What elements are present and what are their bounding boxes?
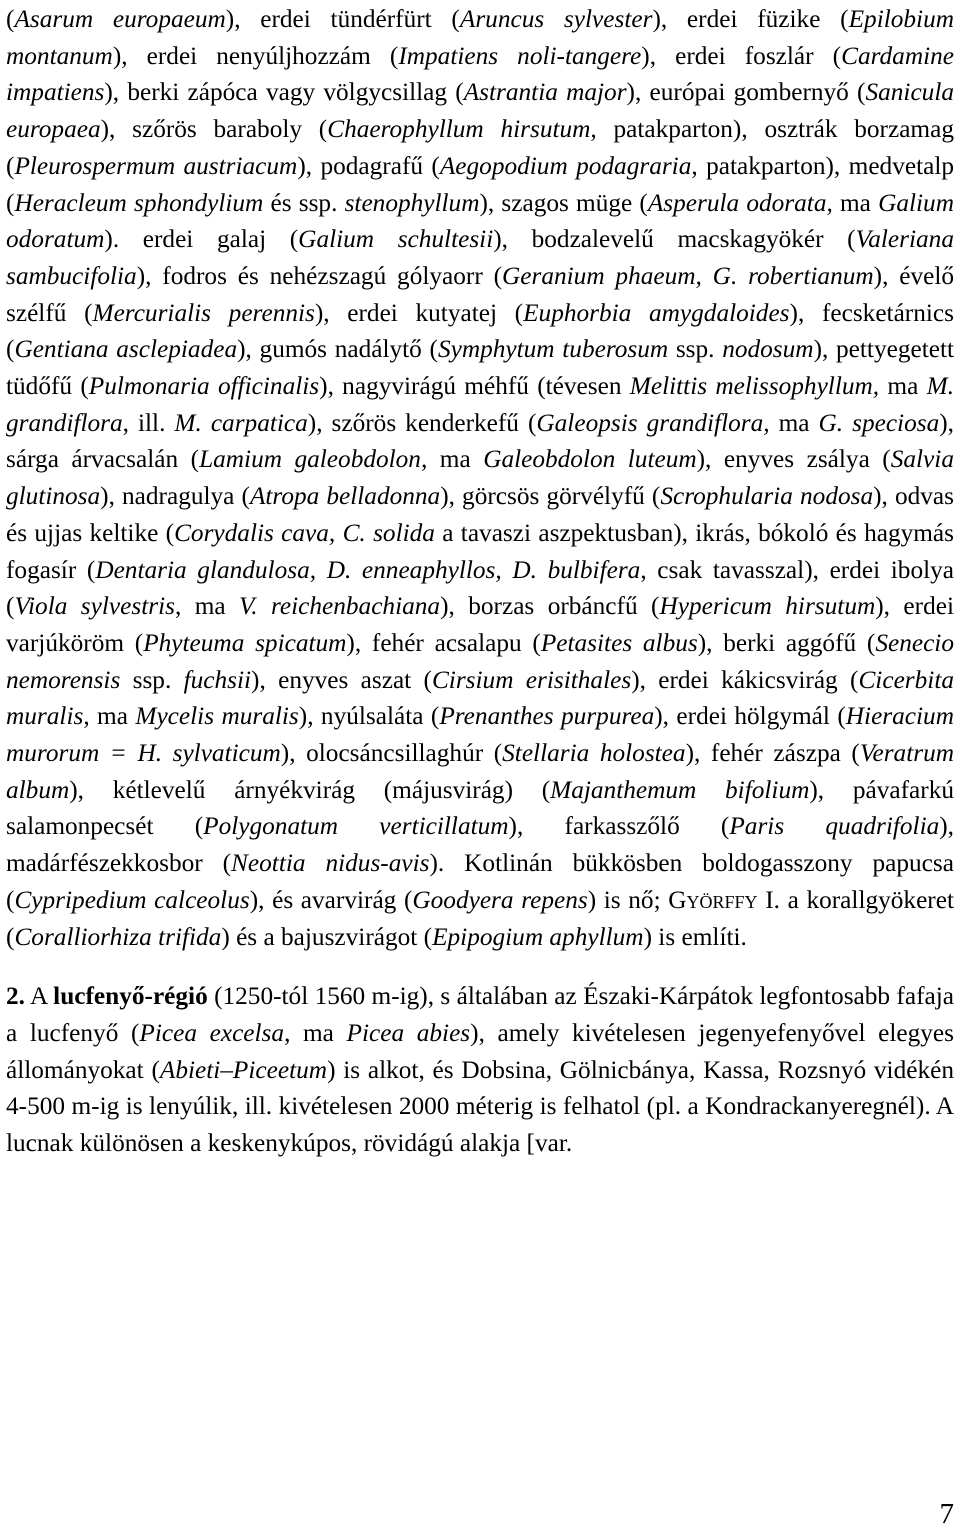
italic-text: Pulmonaria officinalis	[88, 372, 320, 401]
italic-text: Asarum europaeum	[14, 5, 226, 33]
italic-text: Coralliorhiza trifida	[14, 922, 222, 951]
text-run: ), erdei kákicsvirág (	[631, 665, 859, 694]
italic-text: Abieti–Piceetum	[159, 1055, 328, 1084]
text-run: ), borzas orbáncfű (	[440, 592, 660, 621]
text-run: ). Kotlinán bükkösben boldogasszony papucsa (	[6, 849, 954, 914]
italic-text: Lamium galeobdolon,	[199, 445, 428, 474]
text-run: ), sárga árvacsalán (	[6, 408, 954, 474]
text-run: , patakparton), medvetalp (	[6, 151, 955, 217]
italic-text: Chaerophyllum hirsutum,	[327, 115, 597, 144]
italic-text: Mycelis muralis	[135, 702, 299, 731]
text-run: ), enyves aszat (	[251, 665, 432, 694]
italic-text: Goodyera repens	[412, 885, 588, 914]
italic-text: Euphorbia amygdaloides	[523, 298, 790, 327]
text-run: ), berki aggófű (	[697, 628, 876, 657]
text-run: ), pettyegetett tüdőfű (	[6, 335, 955, 401]
italic-text: Galium schultesii	[298, 225, 494, 254]
italic-text: Geranium phaeum, G. robertianum	[502, 261, 874, 290]
text-run: ), erdei foszlár (	[641, 41, 842, 70]
text-run: ), farkasszőlő (	[508, 812, 730, 841]
italic-text: Cypripedium calceolus	[14, 885, 250, 914]
italic-text: G. speciosa	[818, 408, 940, 437]
italic-text: Cardamine impatiens	[6, 41, 954, 107]
text-run: ), fehér zászpa (	[685, 739, 860, 768]
text-run: ), évelő szélfű (	[6, 261, 954, 327]
text-run: ), nyúlsaláta (	[298, 702, 440, 731]
italic-text: Viola sylvestris	[14, 592, 175, 621]
italic-text: Symphytum tuberosum	[437, 335, 669, 364]
italic-text: V. reichenbachiana	[239, 592, 441, 621]
text-run: ), nagyvirágú méhfű (tévesen	[319, 372, 630, 401]
italic-text: Prenanthes purpurea	[439, 702, 655, 731]
italic-text: Galium odoratum	[6, 188, 954, 254]
text-run: ) is nő;	[587, 885, 669, 914]
paragraph-species-list	[6, 1, 954, 955]
italic-text: fuchsii	[183, 665, 252, 694]
text-run: ), erdei tündérfürt (	[225, 5, 460, 33]
text-run: ), erdei varjúköröm (	[6, 592, 954, 657]
text-run: ), pávafarkú salamonpecsét (	[6, 775, 954, 841]
italic-text: Atropa belladonna	[249, 482, 441, 511]
italic-text: Senecio nemorensis	[6, 628, 954, 694]
italic-text: Melittis melissophyllum,	[629, 372, 880, 401]
text-run: ), enyves zsálya (	[696, 445, 891, 474]
italic-text: Mercurialis perennis	[92, 298, 315, 327]
page-number: 7	[939, 1498, 954, 1530]
text-run: ), fodros és nehézszagú gólyaorr (	[136, 261, 503, 290]
text-run: ssp.	[668, 335, 723, 364]
text-run: ) is alkot, és Dobsina, Gölnicbánya, Kassa, Rozsnyó vidékén 4-500 m-ig is lenyúlik, ill. kivételesen 2000 méterig is felhatol (pl. a Kondrackanyeregnél). A lucnak különösen a keskenykúpos, rövidágú alakja [var.	[6, 1055, 954, 1158]
smallcaps-text: Györffy	[668, 885, 758, 914]
text-run: ), madárfészekkosbor (	[6, 812, 954, 878]
text-run: ), olocsáncsillaghúr (	[280, 739, 503, 768]
italic-text: Paris quadrifolia	[729, 812, 940, 841]
italic-text: Epipogium aphyllum	[432, 922, 644, 951]
italic-text: stenophyllum	[344, 188, 480, 217]
paragraph-spruce-region	[6, 978, 954, 1162]
italic-text: Aegopodium podagraria	[439, 151, 692, 180]
italic-text: Corydalis cava, C. solida	[174, 518, 435, 547]
italic-text: Cicerbita muralis	[6, 665, 954, 731]
italic-text: M. grandiflora	[6, 372, 955, 437]
text-run: ), erdei kutyatej (	[314, 298, 524, 327]
text-run: ), erdei hölgymál (	[654, 702, 846, 731]
text-run: ), fecsketárnics (	[6, 298, 954, 364]
text-run: ), nadragulya (	[100, 482, 250, 511]
italic-text: Scrophularia nodosa	[660, 482, 874, 511]
italic-text: Gentiana asclepiadea	[14, 335, 238, 364]
italic-text: Cirsium erisithales	[431, 665, 632, 694]
italic-text: Heracleum sphondylium	[14, 188, 264, 217]
text-run: és ssp.	[263, 188, 345, 217]
italic-text: Impatiens noli-tangere	[398, 41, 642, 70]
italic-text: nodosum	[722, 335, 814, 364]
text-run: ma	[832, 188, 879, 217]
text-run: , ill.	[122, 408, 175, 437]
text-run: ), berki zápóca vagy völgycsillag (	[104, 78, 464, 107]
italic-text: Neottia nidus-avis	[231, 849, 430, 878]
bold-text: 2.	[6, 982, 25, 1011]
italic-text: M. carpatica	[174, 408, 308, 437]
bold-text: lucfenyő-régió	[53, 982, 208, 1011]
text-run: A	[24, 982, 54, 1011]
italic-text: Aruncus sylvester	[459, 5, 653, 33]
text-run: ), görcsös görvélyfű (	[440, 482, 661, 511]
italic-text: Petasites albus	[540, 628, 698, 657]
text-run: ), fehér acsalapu (	[346, 628, 541, 657]
text-run: ), gumós nadálytő (	[237, 335, 438, 364]
text-run: ), podagrafű (	[297, 151, 440, 180]
text-run: ), szőrös baraboly (	[100, 115, 328, 144]
italic-text: Asperula odorata,	[647, 188, 833, 217]
italic-text: Dentaria glandulosa, D. enneaphyllos, D. bulbifera	[95, 555, 641, 584]
text-run: ), és avarvirág (	[249, 885, 413, 914]
text-run: I. a korallgyökeret (	[6, 885, 954, 951]
italic-text: Phyteuma spicatum	[143, 628, 347, 657]
text-run: ). erdei galaj (	[104, 225, 299, 254]
text-run: ma	[427, 445, 484, 474]
text-run: ), bodzalevelű macskagyökér (	[493, 225, 856, 254]
italic-text: Salvia glutinosa	[6, 445, 954, 511]
text-run: patakparton), osztrák borzamag (	[6, 115, 954, 180]
text-run: (	[6, 5, 15, 33]
document-page	[6, 0, 954, 1162]
italic-text: Astrantia major	[463, 78, 627, 107]
text-run: ), odvas és ujjas keltike (	[6, 482, 954, 547]
text-run: (1250-tól 1560 m-ig), s általában az Északi-Kárpátok legfontosabb fafaja a lucfenyő (	[6, 982, 954, 1047]
italic-text: Stellaria holostea	[502, 739, 686, 768]
text-run: ), szőrös kenderkefű (	[307, 408, 537, 437]
text-run: ma	[769, 408, 819, 437]
italic-text: Sanicula europaea	[6, 78, 955, 144]
text-run: ssp.	[120, 665, 184, 694]
text-run: ), amely kivételesen jegenyefenyővel elegyes állományokat (	[6, 1018, 955, 1084]
italic-text: Hypericum hirsutum	[659, 592, 876, 621]
text-run: , csak tavasszal), erdei ibolya (	[6, 555, 954, 621]
italic-text: Galeobdolon luteum	[483, 445, 697, 474]
text-run: ), erdei füzike (	[652, 5, 849, 33]
text-run: ), erdei nenyúljhozzám (	[112, 41, 399, 70]
text-run: , ma	[284, 1018, 347, 1047]
text-run: a tavaszi aszpektusban), ikrás, bókoló és hagymás fogasír (	[6, 518, 954, 584]
italic-text: Picea abies	[346, 1018, 471, 1047]
text-run: , ma	[174, 592, 240, 621]
text-run: ), európai gombernyő (	[626, 78, 866, 107]
italic-text: Majanthemum bifolium	[550, 775, 810, 804]
italic-text: Pleurospermum austriacum	[14, 151, 298, 180]
italic-text: Valeriana sambucifolia	[6, 225, 954, 290]
text-run: ), kétlevelű árnyékvirág (májusvirág) (	[69, 775, 551, 804]
text-run: ) és a bajuszvirágot (	[221, 922, 433, 951]
text-run: ma	[879, 372, 927, 401]
italic-text: Picea excelsa	[139, 1018, 285, 1047]
italic-text: Hieracium murorum = H. sylvaticum	[6, 702, 954, 768]
italic-text: Veratrum album	[6, 739, 954, 804]
text-run: ), szagos müge (	[479, 188, 648, 217]
italic-text: Galeopsis grandiflora,	[536, 408, 770, 437]
italic-text: Epilobium montanum	[6, 5, 954, 70]
text-run: ) is említi.	[643, 922, 747, 951]
italic-text: Polygonatum verticillatum	[203, 812, 509, 841]
text-run: , ma	[83, 702, 136, 731]
